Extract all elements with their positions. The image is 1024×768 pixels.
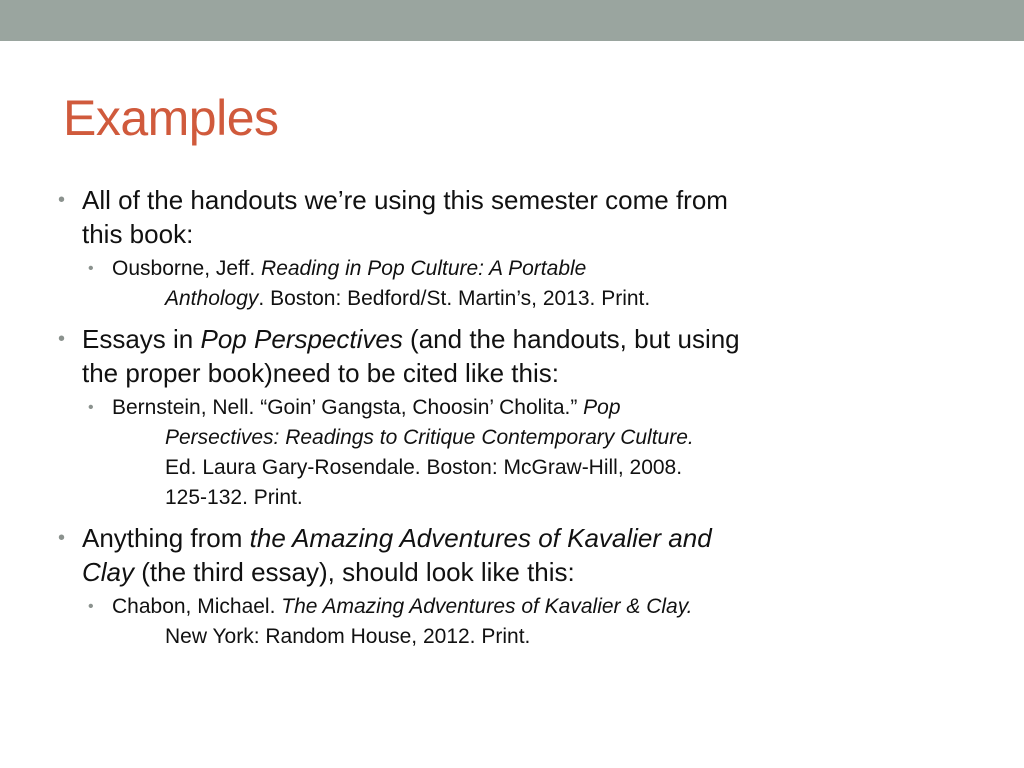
citation-continuation — [112, 284, 898, 314]
citation-continuation: Ed. Laura Gary-Rosendale. Boston: McGraw-Hill, 2008. — [165, 456, 683, 479]
bullet-text: All of the handouts we’re using this semester come from — [82, 185, 728, 215]
citation-title: Persectives: Readings to Critique Contemporary Culture. — [165, 426, 694, 449]
citation-title: Anthology — [165, 287, 259, 310]
bullet-icon: • — [58, 328, 66, 350]
bullet-text: Anything from — [82, 523, 250, 553]
citation-author: Ousborne, Jeff. — [112, 257, 262, 280]
slide-title: Examples — [63, 90, 279, 146]
citation-title: The Amazing Adventures of Kavalier & Clay. — [281, 595, 693, 618]
slide-body — [58, 183, 898, 652]
bullet-icon: • — [88, 260, 94, 277]
citation-continuation: New York: Random House, 2012. Print. — [165, 625, 531, 648]
citation-continuation: 125-132. Print. — [165, 486, 303, 509]
bullet-emphasis: Clay — [82, 557, 135, 587]
bullet-item — [58, 322, 898, 390]
bullet-icon: • — [58, 189, 66, 211]
citation-title: Reading in Pop Culture: A Portable — [261, 257, 587, 280]
bullet-emphasis: the Amazing Adventures of Kavalier and — [249, 523, 712, 553]
citation-author: Chabon, Michael. — [112, 595, 282, 618]
bullet-icon: • — [88, 399, 94, 416]
bullet-text: Essays in — [82, 324, 201, 354]
bullet-text: (the third essay), should look like this: — [134, 557, 575, 587]
bullet-text: this book: — [82, 219, 194, 249]
bullet-text: (and the handouts, but using — [402, 324, 740, 354]
citation-title: Pop — [583, 396, 621, 419]
citation-author: Bernstein, Nell. “Goin’ Gangsta, Choosin’ Cholita.” — [112, 396, 584, 419]
citation-item — [58, 254, 898, 314]
header-band — [0, 0, 1024, 41]
citation-continuation — [112, 423, 898, 453]
citation-item — [58, 592, 898, 652]
bullet-icon: • — [88, 598, 94, 615]
bullet-text: the proper book)need to be cited like this: — [82, 358, 559, 388]
bullet-item — [58, 183, 898, 251]
citation-item — [58, 393, 898, 513]
bullet-emphasis: Pop Perspectives — [200, 324, 403, 354]
citation-publisher: . Boston: Bedford/St. Martin’s, 2013. Print. — [258, 287, 651, 310]
bullet-icon: • — [58, 527, 66, 549]
bullet-item — [58, 521, 898, 589]
